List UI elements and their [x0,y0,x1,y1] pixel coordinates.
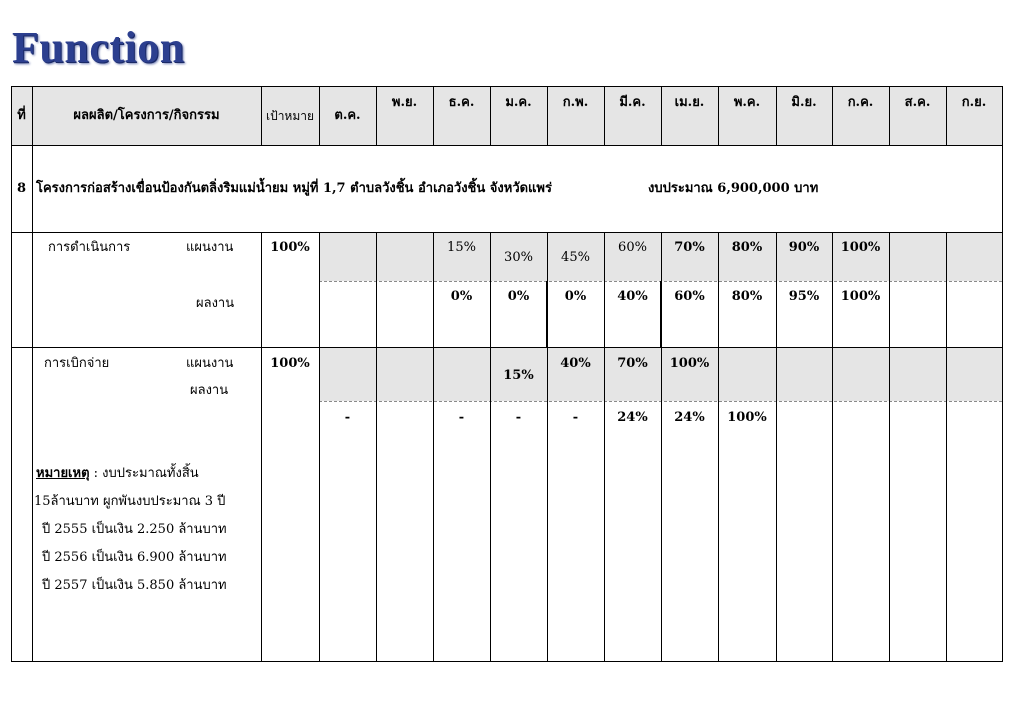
header-month: มิ.ย. [791,95,817,110]
operation-result-value: 0% [450,289,473,304]
disbursement-result-value: - [458,410,465,425]
remark-line: ปี 2557 เป็นเงิน 5.850 ล้านบาท [42,578,227,593]
disbursement-plan-value: 70% [617,356,648,371]
disbursement-result-value: - [515,410,522,425]
operation-result-value: 0% [507,289,530,304]
remark-line: ปี 2556 เป็นเงิน 6.900 ล้านบาท [42,550,227,565]
operation-plan-value: 15% [447,240,476,255]
operation-result-value: 0% [564,289,587,304]
header-month: ต.ค. [334,108,361,123]
header-project: ผลผลิต/โครงการ/กิจกรรม [73,108,220,123]
operation-plan-value: 30% [504,250,533,265]
header-month: เม.ย. [674,95,705,110]
header-month: ก.ค. [847,95,874,110]
remark-line: 15ล้านบาท ผูกพันงบประมาณ 3 ปี [34,494,226,509]
table-vline [11,86,12,661]
operation-plan-value: 100% [840,240,881,255]
header-month: พ.ย. [391,95,418,110]
operation-result-label: ผลงาน [196,296,235,311]
table-vline [319,232,320,661]
operation-mark [660,281,661,347]
disbursement-label: การเบิกจ่าย [44,356,110,371]
table-vline [32,86,33,661]
operation-result-value: 60% [674,289,705,304]
header-month: ส.ค. [904,95,931,110]
header-month: ม.ค. [505,95,532,110]
operation-label: การดำเนินการ [48,240,131,255]
remark-label: หมายเหตุ [36,466,90,481]
remark-note [34,460,227,600]
disbursement-plan-label: แผนงาน [186,356,234,371]
project-budget: งบประมาณ 6,900,000 บาท [648,181,819,196]
operation-plan-label: แผนงาน [186,240,234,255]
header-month: พ.ค. [733,95,761,110]
operation-result-value: 100% [840,289,881,304]
operation-plan-value: 70% [674,240,705,255]
disbursement-plan-value: 15% [503,368,534,383]
operation-plan-value: 90% [788,240,820,255]
operation-target: 100% [270,240,310,255]
header-month: ก.พ. [562,95,589,110]
disbursement-result-value: 100% [727,410,767,425]
project-name: โครงการก่อสร้างเขื่อนป้องกันตลิ่งริมแม่น้ำยม หมู่ที่ 1,7 ตำบลวังชิ้น อำเภอวังชิ้น จังหวัดแพร่ [36,181,552,196]
disbursement-result-value: 24% [617,410,648,425]
header-month: ธ.ค. [448,95,475,110]
table-hline [11,347,1003,348]
operation-result-value: 80% [731,289,763,304]
table-vline [946,232,947,661]
page-title: Function [12,23,185,72]
table-hline [11,232,1003,233]
disbursement-result-label: ผลงาน [190,383,229,398]
operation-plan-value: 80% [731,240,763,255]
disbursement-plan-value: 40% [560,356,591,371]
table-hline [11,145,1003,146]
disbursement-plan-value: 100% [669,356,710,371]
operation-result-value: 95% [788,289,820,304]
header-month: ก.ย. [961,95,987,110]
remark-text: : งบประมาณทั้งสิ้น [89,466,199,481]
table-vline [261,232,262,661]
header-no: ที่ [17,108,26,123]
operation-mark [546,281,547,347]
project-no: 8 [16,181,27,196]
table-vline [1002,86,1003,661]
operation-result-value: 40% [617,289,648,304]
remark-line [34,460,227,488]
table-hline [11,661,1003,662]
remark-line: ปี 2555 เป็นเงิน 2.250 ล้านบาท [42,522,227,537]
disbursement-result-value: 24% [674,410,705,425]
table-hline [11,86,1003,87]
table-vline [376,232,377,661]
table-vline [889,232,890,661]
disbursement-target: 100% [270,356,310,371]
header-target: เป้าหมาย [265,109,315,123]
operation-plan-value: 45% [561,250,590,265]
header-month: มี.ค. [619,95,646,110]
operation-plan-value: 60% [618,240,647,255]
disbursement-result-value: - [572,410,579,425]
disbursement-result-value: - [344,410,351,425]
